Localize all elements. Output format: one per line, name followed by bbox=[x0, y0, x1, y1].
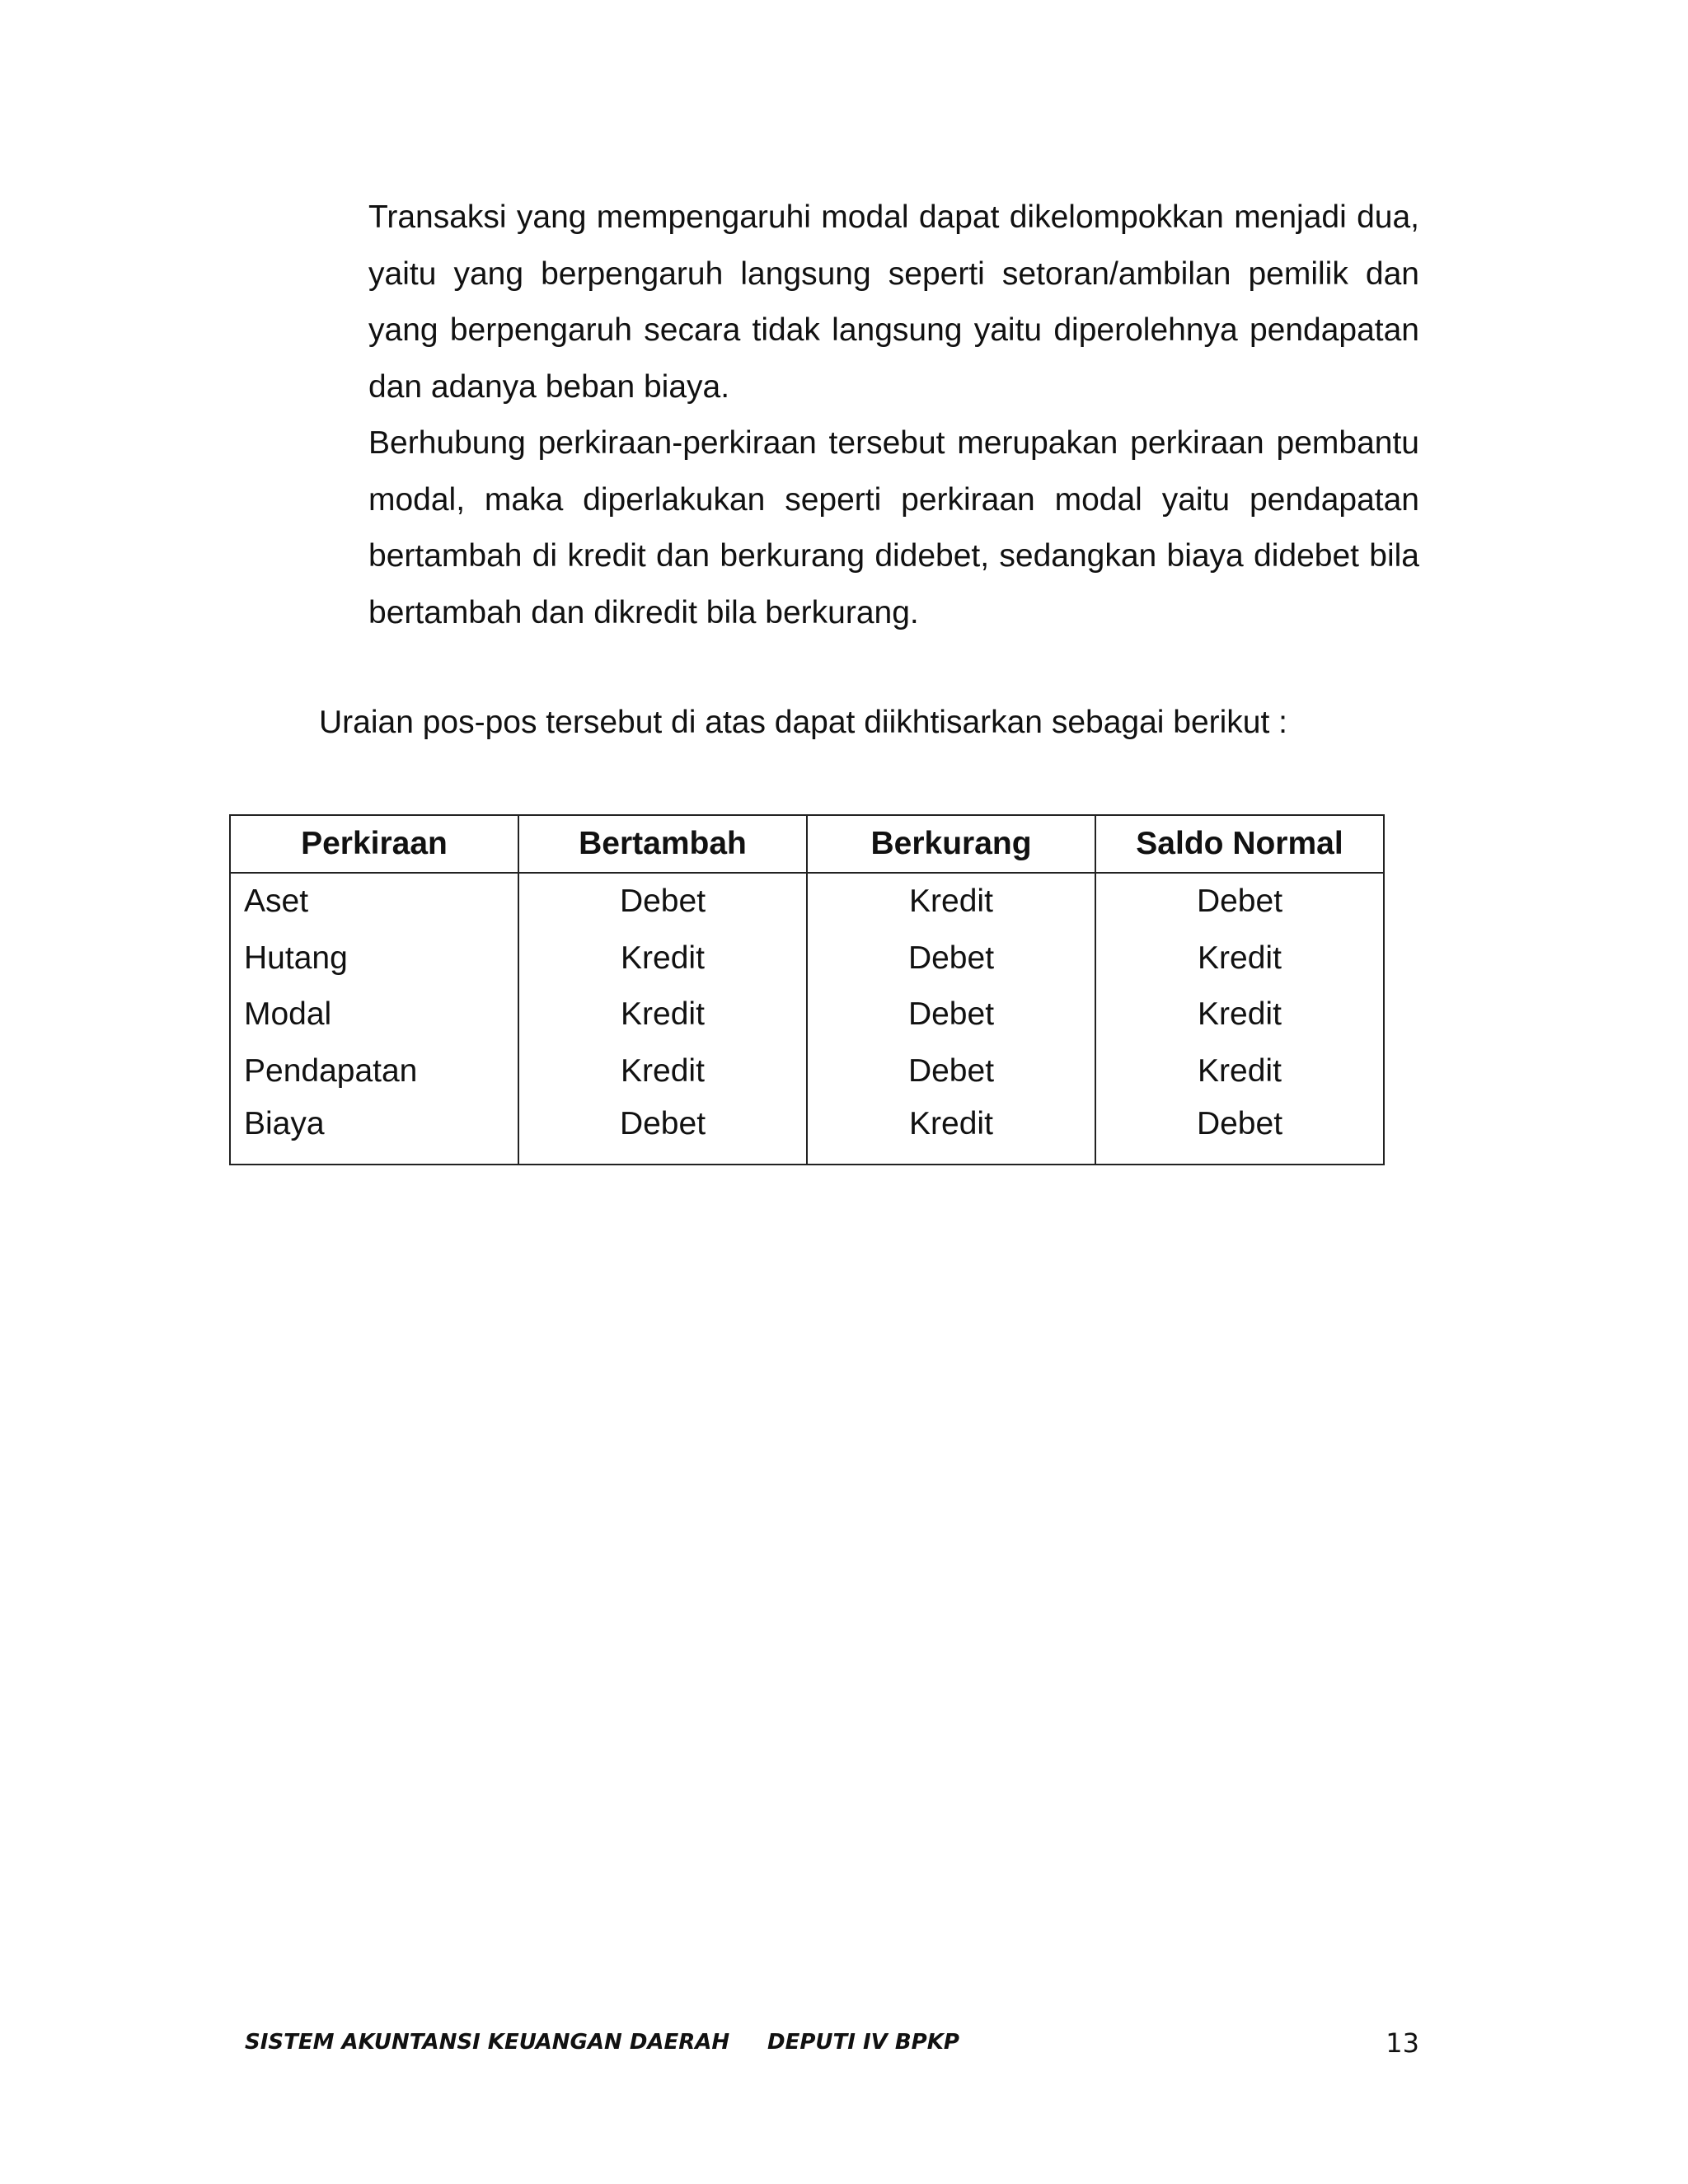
table-row bbox=[230, 1099, 1384, 1165]
table-row bbox=[230, 873, 1384, 930]
cell-account: Modal bbox=[230, 987, 518, 1043]
header-bertambah: Bertambah bbox=[518, 815, 807, 873]
cell-bertambah: Kredit bbox=[518, 1043, 807, 1100]
page-number: 13 bbox=[1386, 2027, 1419, 2059]
body-text bbox=[368, 190, 1419, 641]
cell-berkurang: Kredit bbox=[807, 873, 1095, 930]
table-row bbox=[230, 1043, 1384, 1100]
cell-berkurang: Kredit bbox=[807, 1099, 1095, 1165]
cell-saldo-normal: Debet bbox=[1095, 873, 1384, 930]
cell-berkurang: Debet bbox=[807, 1043, 1095, 1100]
footer-document-title: SISTEM AKUNTANSI KEUANGAN DAERAH bbox=[245, 2030, 730, 2055]
table-row bbox=[230, 930, 1384, 987]
header-berkurang: Berkurang bbox=[807, 815, 1095, 873]
cell-bertambah: Debet bbox=[518, 1099, 807, 1165]
cell-berkurang: Debet bbox=[807, 987, 1095, 1043]
cell-bertambah: Kredit bbox=[518, 930, 807, 987]
cell-saldo-normal: Kredit bbox=[1095, 930, 1384, 987]
paragraph-1: Transaksi yang mempengaruhi modal dapat dikelompokkan menjadi dua, yaitu yang berpengaruh langsung seperti setoran/ambilan pemilik dan yang berpengaruh secara tidak langsung yaitu diperolehnya pendapatan dan adanya beban biaya. bbox=[368, 199, 1419, 405]
cell-account: Hutang bbox=[230, 930, 518, 987]
cell-account: Pendapatan bbox=[230, 1043, 518, 1100]
header-perkiraan: Perkiraan bbox=[230, 815, 518, 873]
cell-account: Aset bbox=[230, 873, 518, 930]
footer-organization: DEPUTI IV BPKP bbox=[767, 2030, 959, 2055]
table-row bbox=[230, 987, 1384, 1043]
cell-bertambah: Kredit bbox=[518, 987, 807, 1043]
cell-saldo-normal: Kredit bbox=[1095, 1043, 1384, 1100]
cell-saldo-normal: Debet bbox=[1095, 1099, 1384, 1165]
cell-account: Biaya bbox=[230, 1099, 518, 1165]
paragraph-2: Berhubung perkiraan-perkiraan tersebut merupakan perkiraan pembantu modal, maka diperlakukan seperti perkiraan modal yaitu pendapatan bertambah di kredit dan berkurang didebet, sedangkan biaya didebet bila bertambah dan dikredit bila berkurang. bbox=[368, 425, 1419, 630]
account-summary-table bbox=[229, 814, 1385, 1165]
cell-saldo-normal: Kredit bbox=[1095, 987, 1384, 1043]
cell-berkurang: Debet bbox=[807, 930, 1095, 987]
header-saldo-normal: Saldo Normal bbox=[1095, 815, 1384, 873]
cell-bertambah: Debet bbox=[518, 873, 807, 930]
table-header-row bbox=[230, 815, 1384, 873]
table-intro-text: Uraian pos-pos tersebut di atas dapat diikhtisarkan sebagai berikut : bbox=[319, 705, 1288, 740]
